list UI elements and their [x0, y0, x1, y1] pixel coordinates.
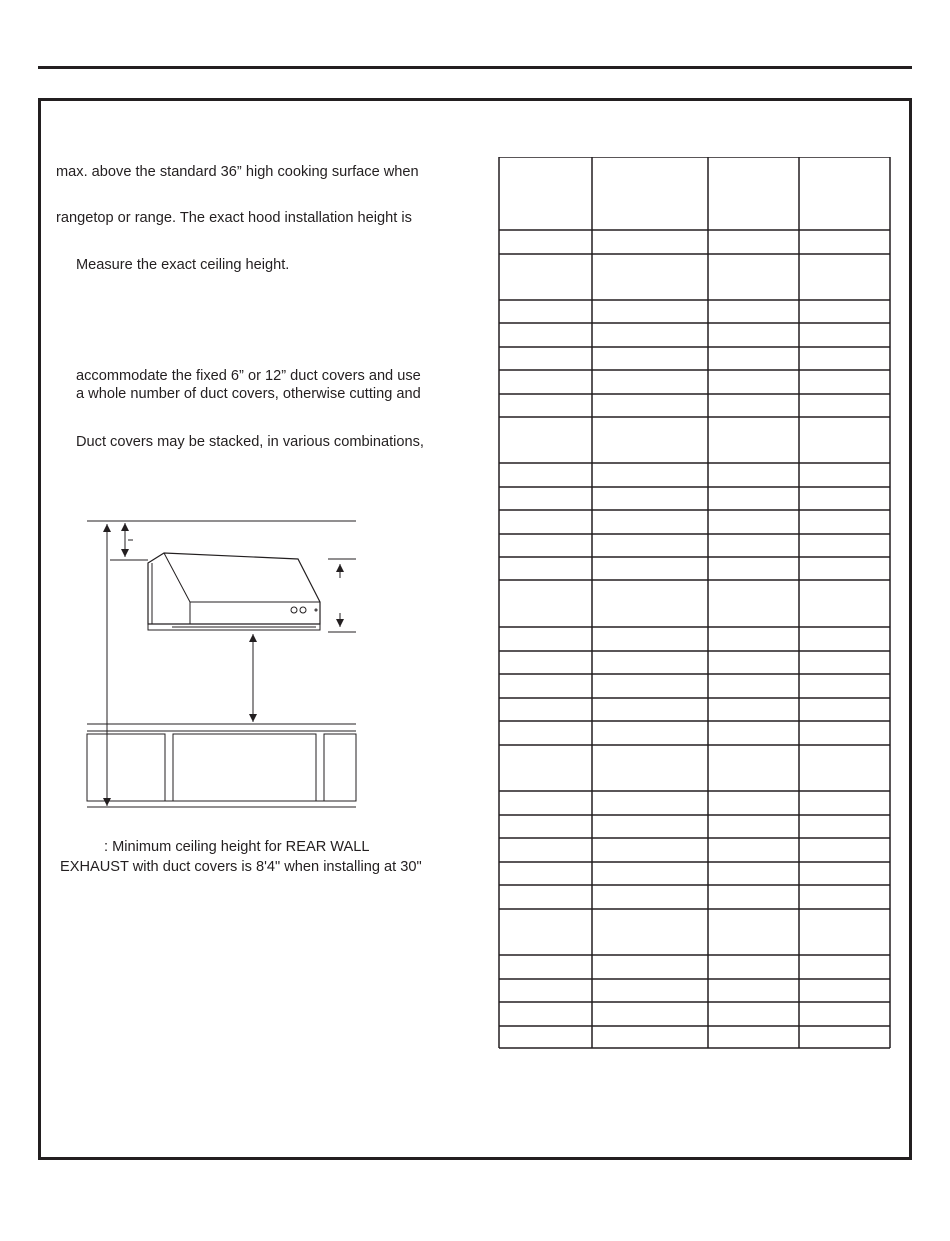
hood-knob-2 [300, 607, 306, 613]
step-accommodate-line-1: accommodate the fixed 6” or 12” duct covers and use [76, 368, 421, 384]
note-line-2: EXHAUST with duct covers is 8'4" when installing at 30" [60, 859, 422, 875]
cabinet-right [324, 734, 356, 801]
intro-line-1: max. above the standard 36” high cooking surface when [56, 164, 419, 180]
duct-cover-table [498, 157, 891, 1049]
step-accommodate-line-2: a whole number of duct covers, otherwise cutting and [76, 386, 421, 402]
hood-front-edge [164, 553, 320, 602]
cabinet-left [87, 734, 165, 801]
hood-knob-1 [291, 607, 297, 613]
note-line-1: : Minimum ceiling height for REAR WALL [104, 839, 370, 855]
intro-line-2: rangetop or range. The exact hood installation height is [56, 210, 412, 226]
range-body [173, 734, 316, 801]
step-stacked: Duct covers may be stacked, in various combinations, [76, 434, 424, 450]
step-measure: Measure the exact ceiling height. [76, 257, 290, 273]
hood-installation-diagram [80, 510, 370, 815]
top-rule [38, 66, 912, 69]
hood-light-indicator [315, 609, 317, 611]
